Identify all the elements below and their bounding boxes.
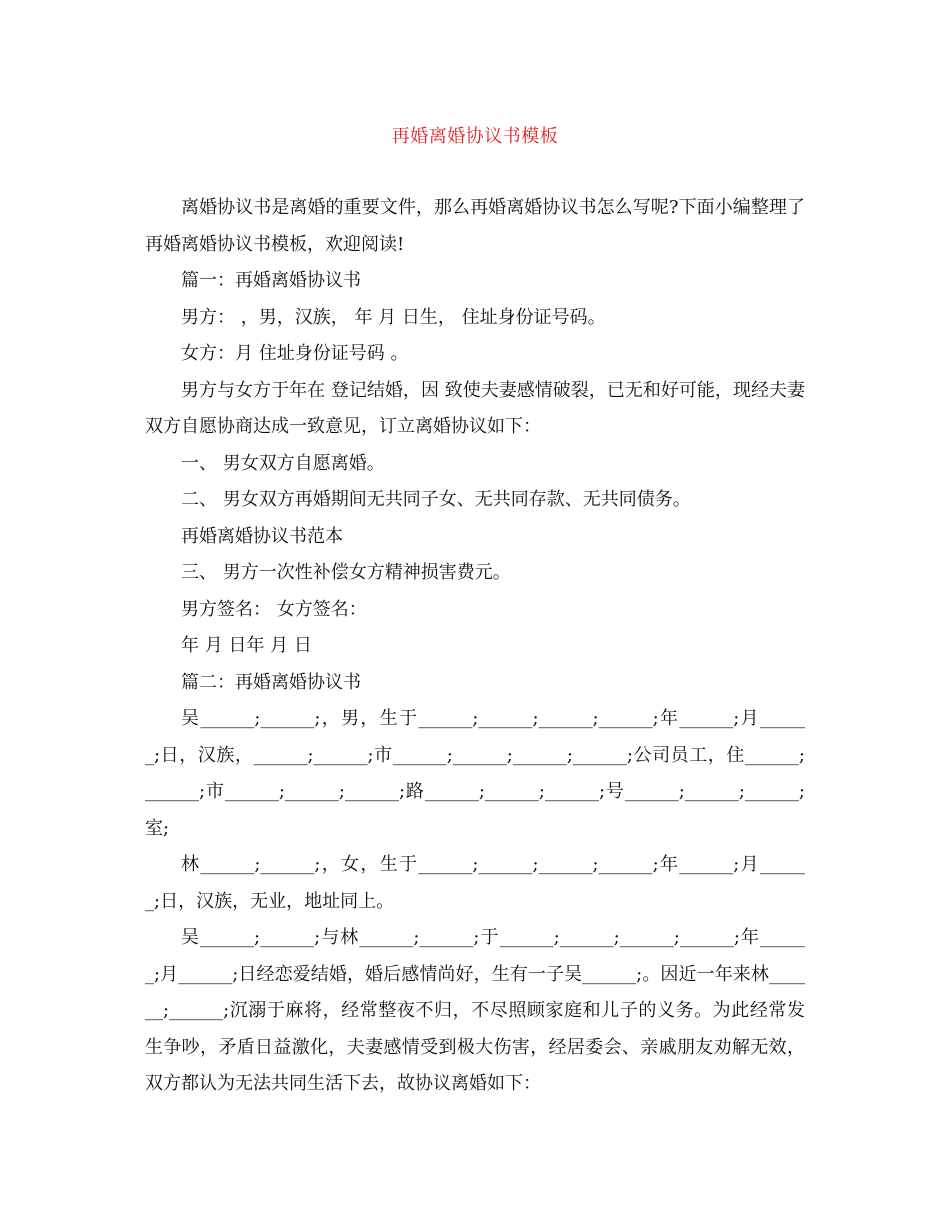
signature-line: 男方签名： 女方签名： [181,598,367,620]
intro-paragraph: 离婚协议书是离婚的重要文件，那么再婚离婚协议书怎么写呢?下面小编整理了再婚离婚协议书模板，欢迎阅读! [145,197,805,255]
female-party-line: 女方：月 住址身份证号码 。 [181,343,409,364]
template-heading: 再婚离婚协议书范本 [181,525,343,547]
party-wu-paragraph: 吴______;______;，男，生于______;______;______;______;年______;月______;日，汉族，______;______;市______;______;______;______;公司员工，住______;______;市______;______;______;路______;______;______;号______;______;______;室; [145,708,805,839]
marriage-statement: 男方与女方于年在 登记结婚，因 致使夫妻感情破裂，已无和好可能，现经夫妻双方自愿协商达成一致意见，订立离婚协议如下： [145,379,805,437]
clause-1: 一、 男女双方自愿离婚。 [181,452,385,474]
background-paragraph: 吴______;______;与林______;______;于______;______;______;______;年______;月______;日经恋爱结婚，婚后感情尚好，生有一子吴______;。因近一年来林______;______;沉溺于麻将，经常整夜不归，不尽照顾家庭和儿子的义务。为此经常发生争吵，矛盾日益激化，夫妻感情受到极大伤害，经居委会、亲戚朋友劝解无效，双方都认为无法共同生活下去，故协议离婚如下： [145,927,805,1094]
clause-2: 二、 男女双方再婚期间无共同子女、无共同存款、无共同债务。 [181,489,691,510]
section-heading-2: 篇二：再婚离婚协议书 [181,671,361,693]
party-lin-paragraph: 林______;______;，女，生于______;______;______;______;年______;月______;日，汉族，无业，地址同上。 [145,854,805,912]
section-heading-1: 篇一：再婚离婚协议书 [181,270,361,291]
document-body [145,190,805,1103]
clause-3: 三、 男方一次性补偿女方精神损害费元。 [181,562,511,583]
document-title: 再婚离婚协议书模板 [391,126,559,147]
date-line: 年 月 日年 月 日 [181,635,312,656]
male-party-line: 男方： ，男，汉族， 年 月 日生， 住址身份证号码。 [181,306,606,328]
